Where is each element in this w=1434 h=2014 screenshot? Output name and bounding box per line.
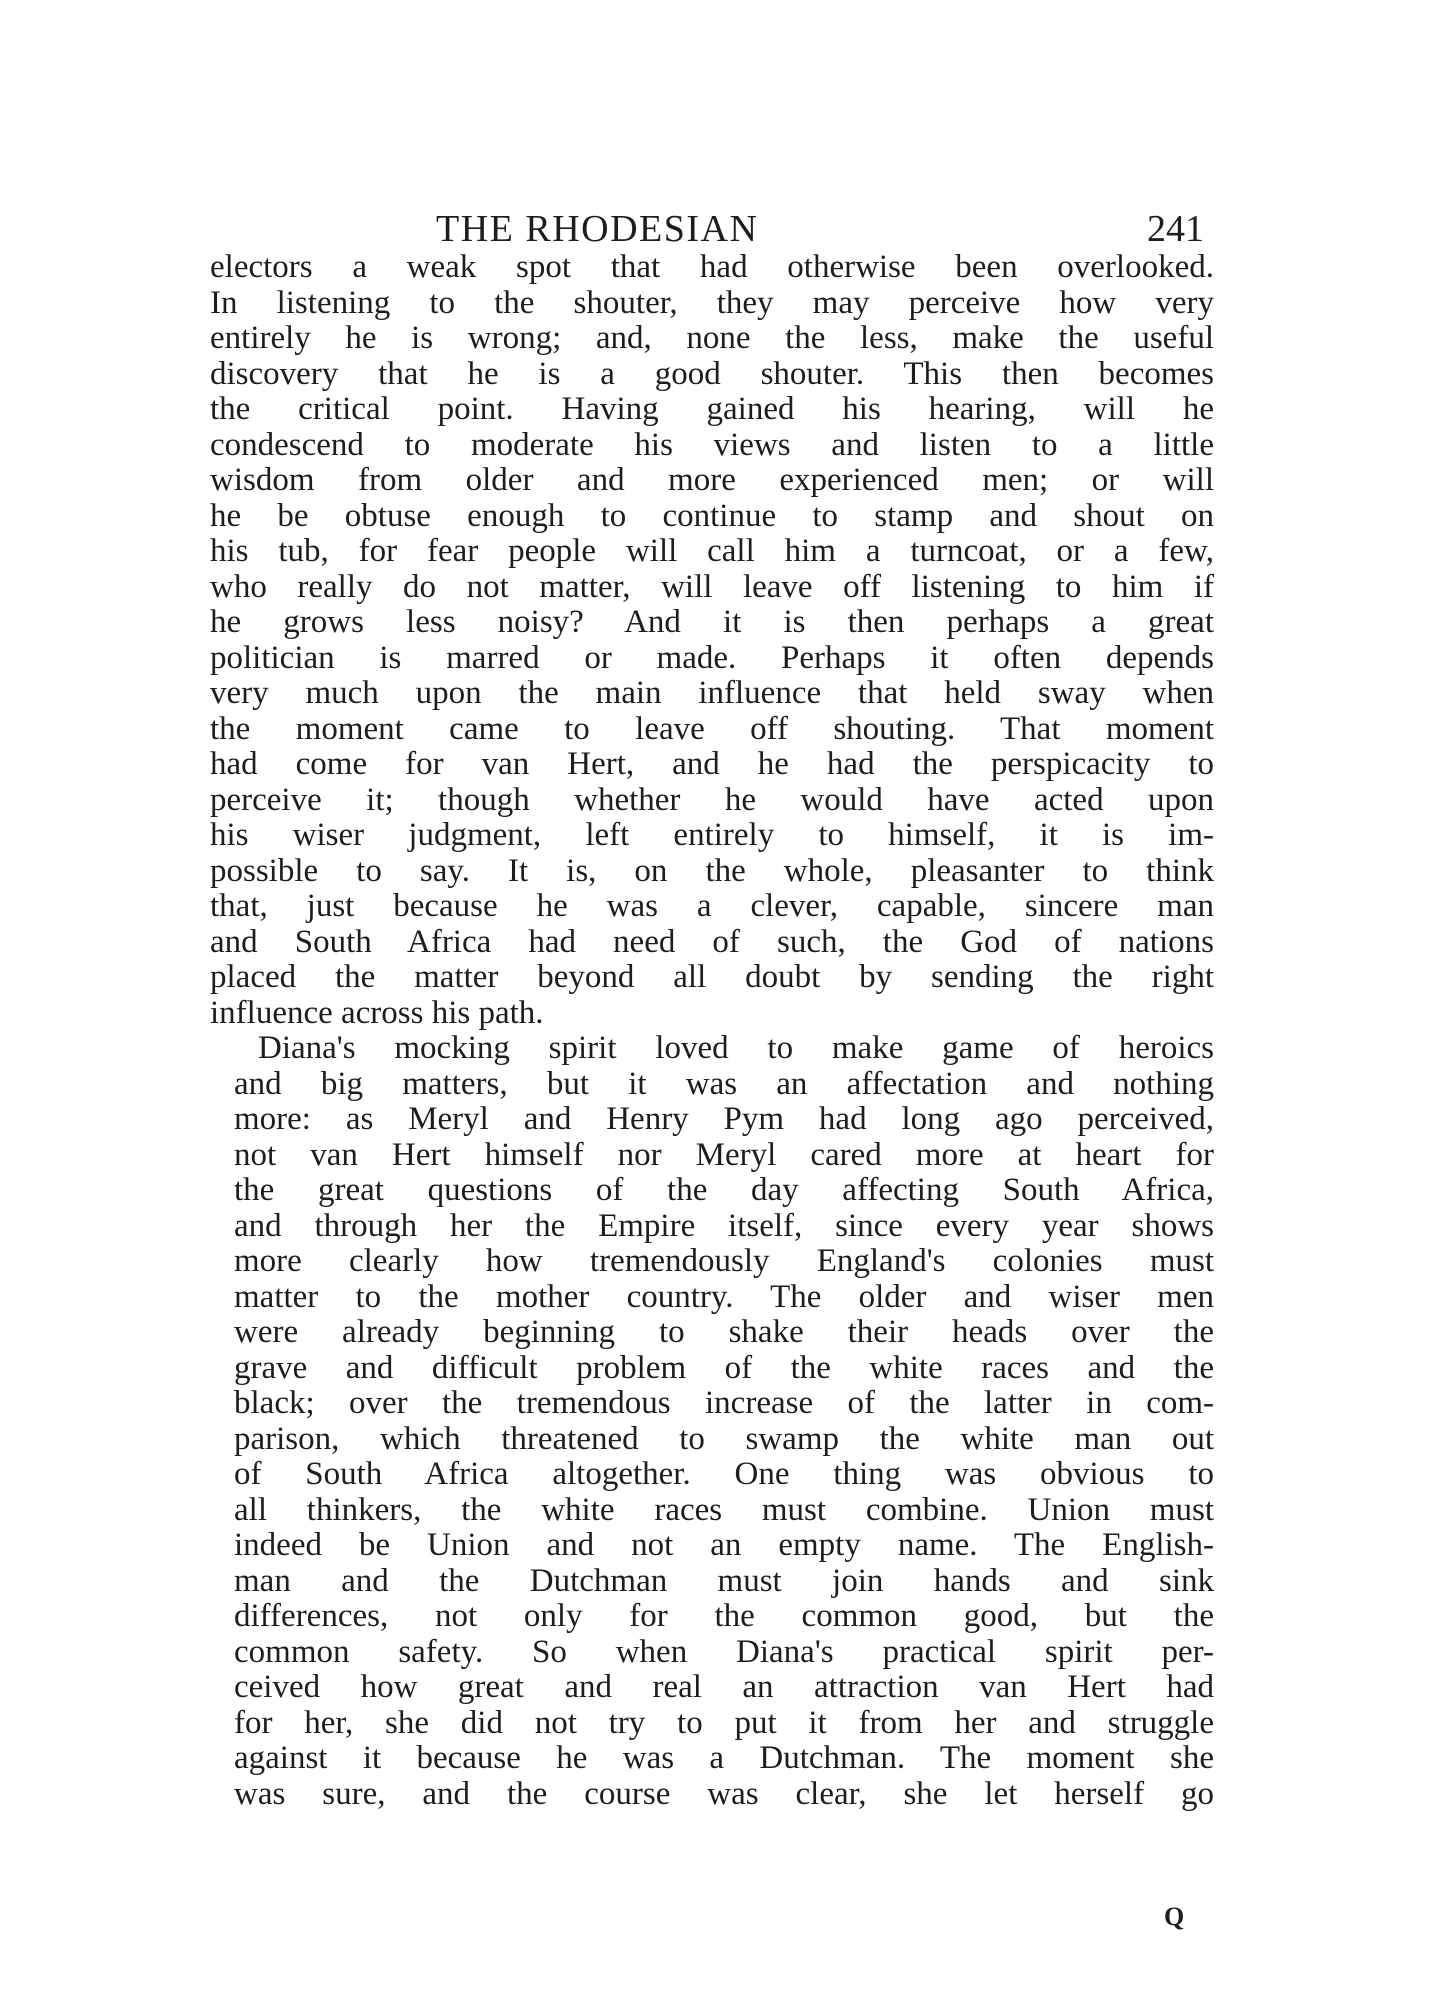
text-line: very much upon the main influence that held sway when xyxy=(210,675,1214,711)
text-line: indeed be Union and not an empty name. The English- xyxy=(234,1527,1214,1563)
body-text xyxy=(210,250,1214,1812)
text-line: matter to the mother country. The older and wiser men xyxy=(234,1278,1214,1315)
text-line: against it because he was a Dutchman. The moment she xyxy=(234,1740,1214,1776)
text-line: politician is marred or made. Perhaps it often depends xyxy=(210,639,1214,676)
text-line: he grows less noisy? And it is then perhaps a great xyxy=(210,604,1214,640)
text-line: discovery that he is a good shouter. This then becomes xyxy=(210,355,1214,392)
page-number: 241 xyxy=(1147,208,1204,250)
text-line: was sure, and the course was clear, she let herself go xyxy=(234,1775,1214,1812)
text-line: placed the matter beyond all doubt by sending the right xyxy=(210,959,1214,995)
text-line: Diana's mocking spirit loved to make game of heroics xyxy=(258,1030,1214,1066)
text-line: wisdom from older and more experienced men; or will xyxy=(210,462,1214,498)
text-line: electors a weak spot that had otherwise been overlooked. xyxy=(210,249,1214,285)
text-line: perceive it; though whether he would have acted upon xyxy=(210,781,1214,818)
text-line: and South Africa had need of such, the God of nations xyxy=(210,923,1214,960)
text-line: his tub, for fear people will call him a turncoat, or a few, xyxy=(210,533,1214,569)
text-line: were already beginning to shake their heads over the xyxy=(234,1314,1214,1350)
text-line: ceived how great and real an attraction van Hert had xyxy=(234,1669,1214,1705)
text-line: had come for van Hert, and he had the perspicacity to xyxy=(210,746,1214,782)
text-line: common safety. So when Diana's practical spirit per- xyxy=(234,1633,1214,1670)
text-line: entirely he is wrong; and, none the less, make the useful xyxy=(210,320,1214,356)
signature-mark: Q xyxy=(1164,1902,1185,1931)
text-line: differences, not only for the common good, but the xyxy=(234,1598,1214,1634)
text-line: who really do not matter, will leave off listening to him if xyxy=(210,568,1214,605)
text-line: the moment came to leave off shouting. That moment xyxy=(210,710,1214,747)
text-line: influence across his path. xyxy=(210,994,544,1031)
text-line: possible to say. It is, on the whole, pleasanter to think xyxy=(210,852,1214,889)
text-line: In listening to the shouter, they may perceive how very xyxy=(210,284,1214,321)
text-line: black; over the tremendous increase of the latter in com- xyxy=(234,1385,1214,1421)
text-line: more: as Meryl and Henry Pym had long ago perceived, xyxy=(234,1101,1214,1137)
paragraph-1 xyxy=(210,250,1214,1031)
page-header xyxy=(210,205,1214,253)
text-line: parison, which threatened to swamp the white man out xyxy=(234,1420,1214,1457)
running-title: THE RHODESIAN xyxy=(436,208,759,250)
text-line: man and the Dutchman must join hands and sink xyxy=(234,1562,1214,1599)
text-line: his wiser judgment, left entirely to himself, it is im- xyxy=(210,817,1214,853)
text-line: of South Africa altogether. One thing was obvious to xyxy=(234,1456,1214,1492)
text-line: and through her the Empire itself, since every year shows xyxy=(234,1207,1214,1244)
text-line: and big matters, but it was an affectation and nothing xyxy=(234,1065,1214,1102)
text-line: grave and difficult problem of the white races and the xyxy=(234,1349,1214,1386)
text-line: more clearly how tremendously England's colonies must xyxy=(234,1243,1214,1279)
text-line: the great questions of the day affecting South Africa, xyxy=(234,1172,1214,1208)
text-line: he be obtuse enough to continue to stamp and shout on xyxy=(210,497,1214,534)
text-line: all thinkers, the white races must combine. Union must xyxy=(234,1491,1214,1528)
text-line: that, just because he was a clever, capable, sincere man xyxy=(210,888,1214,924)
text-line: the critical point. Having gained his hearing, will he xyxy=(210,391,1214,427)
text-line: for her, she did not try to put it from her and struggle xyxy=(234,1704,1214,1741)
paragraph-2 xyxy=(210,1031,1214,1812)
text-line: not van Hert himself nor Meryl cared more at heart for xyxy=(234,1136,1214,1173)
text-line: condescend to moderate his views and listen to a little xyxy=(210,426,1214,463)
